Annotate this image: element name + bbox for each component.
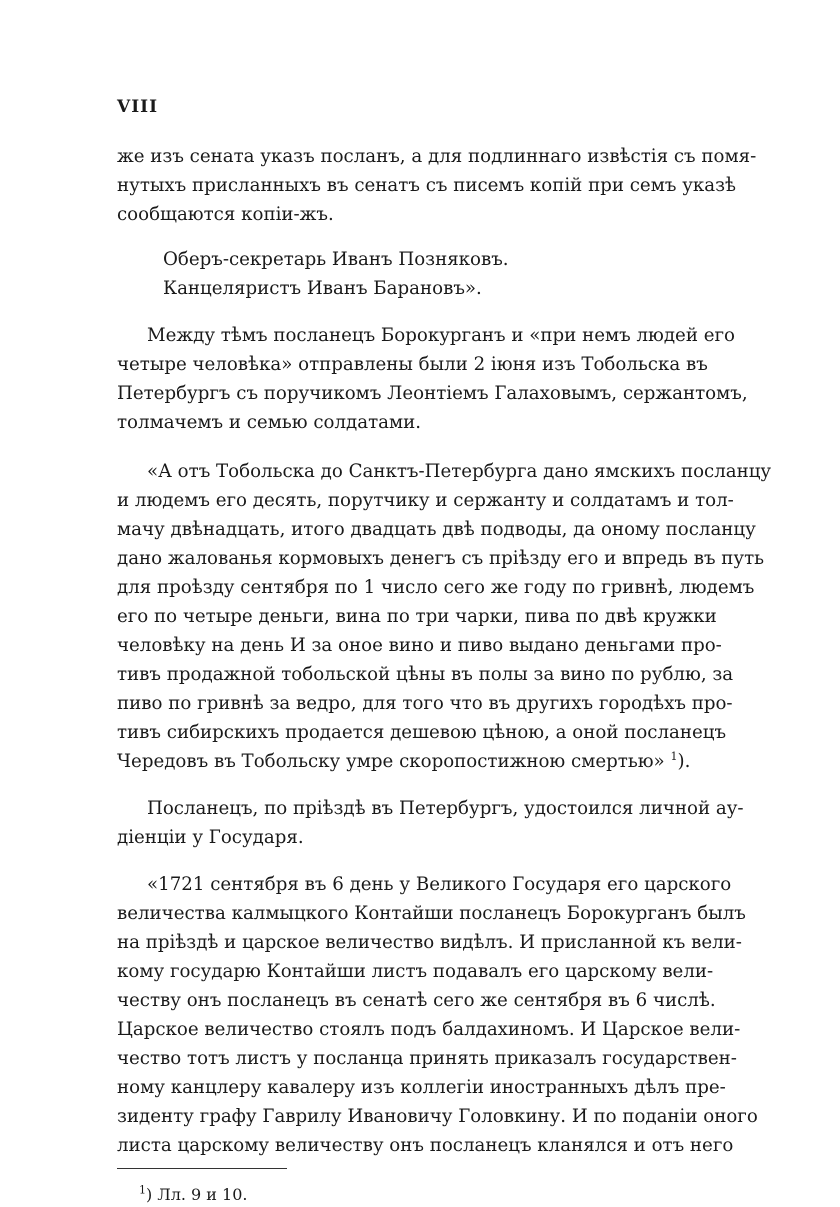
text-line: четыре человѣка» отправлены были 2 іюня изъ Тобольска въ — [117, 354, 708, 375]
paragraph-quotation-travel — [117, 457, 772, 776]
paragraph-dispatch — [117, 321, 748, 437]
text-line: Между тѣмъ посланецъ Борокурганъ и «при немъ людей его — [147, 325, 735, 346]
signature-line: Оберъ-секретарь Иванъ Позняковъ. — [163, 249, 509, 270]
text-line: дано жалованья кормовыхъ денегъ съ пріѣзду его и впредь въ путь — [117, 548, 765, 569]
text-line: ному канцлеру кавалеру изъ коллегіи иностранныхъ дѣлъ пре- — [117, 1077, 726, 1098]
text-line: сообщаются копіи-жъ. — [117, 204, 334, 225]
book-page — [117, 94, 772, 1207]
text-line: тивъ сибирскихъ продается дешевою цѣною, а оной посланецъ — [117, 722, 727, 743]
text-line: на пріѣздѣ и царское величество видѣлъ. И присланной къ вели- — [117, 932, 742, 953]
text-line: величества калмыцкого Контайши посланецъ Борокурганъ былъ — [117, 903, 746, 924]
footnote-marker-suffix: ) — [146, 1185, 153, 1204]
footnote-marker — [139, 1185, 152, 1204]
text-line: зиденту графу Гаврилу Ивановичу Головкину. И по поданіи оного — [117, 1106, 758, 1127]
text-line: честву онъ посланецъ въ сенатѣ сего же сентября въ 6 числѣ. — [117, 990, 716, 1011]
text-line: мачу двѣнадцать, итого двадцать двѣ подводы, да оному посланцу — [117, 519, 756, 540]
text-line: же изъ сената указъ посланъ, а для подлиннаго извѣстія съ помя- — [117, 146, 757, 167]
text-line: листа царскому величеству онъ посланецъ кланялся и отъ него — [117, 1135, 734, 1156]
footnote — [117, 1183, 697, 1207]
signature-block — [117, 245, 697, 303]
text-line: и людемъ его десять, порутчику и сержанту и солдатамъ и тол- — [117, 490, 734, 511]
footnote-reference[interactable]: 1 — [670, 749, 678, 763]
text-line: «А отъ Тобольска до Санктъ-Петербурга дано ямскихъ посланцу — [147, 461, 772, 482]
footnote-divider — [117, 1168, 287, 1169]
text-line: толмачемъ и семью солдатами. — [117, 412, 422, 433]
footnote-ref-suffix: ). — [677, 751, 691, 772]
text-line: чество тотъ листъ у посланца принять приказалъ государствен- — [117, 1048, 737, 1069]
footnote-text: Лл. 9 и 10. — [157, 1185, 248, 1204]
paragraph-continuation — [117, 142, 757, 229]
text-line: Петербургъ съ поручикомъ Леонтіемъ Галаховымъ, сержантомъ, — [117, 383, 748, 404]
text-line: человѣку на день И за оное вино и пиво выдано деньгами про- — [117, 635, 722, 656]
text-line: нутыхъ присланныхъ въ сенатъ съ писемъ копій при семъ указѣ — [117, 175, 736, 196]
text-line: Царское величество стоялъ подъ балдахиномъ. И Царское вели- — [117, 1019, 741, 1040]
text-line: кому государю Контайши листъ подавалъ его царскому вели- — [117, 961, 714, 982]
text-line: тивъ продажной тобольской цѣны въ полы за вино по рублю, за — [117, 664, 734, 685]
paragraph-audience — [117, 794, 744, 852]
paragraph-quotation-audience — [117, 870, 758, 1160]
text-line: діенціи у Государя. — [117, 827, 304, 848]
signature-line: Канцеляристъ Иванъ Барановъ». — [163, 278, 482, 299]
text-line: пиво по гривнѣ за ведро, для того что въ другихъ городѣхъ про- — [117, 693, 733, 714]
footnote-number: 1 — [139, 1183, 146, 1197]
text-line-with-footnote — [117, 747, 697, 776]
text-line: Посланецъ, по пріѣздѣ въ Петербургъ, удостоился личной ау- — [147, 798, 744, 819]
text-line: его по четыре деньги, вина по три чарки, пива по двѣ кружки — [117, 606, 717, 627]
text-line: «1721 сентября въ 6 день у Великого Государя его царского — [147, 874, 732, 895]
page-number: VIII — [117, 97, 159, 117]
text-line: для проѣзду сентября по 1 число сего же году по гривнѣ, людемъ — [117, 577, 755, 598]
text-line: Чередовъ въ Тобольску умре скоропостижною смертью» — [117, 751, 665, 772]
